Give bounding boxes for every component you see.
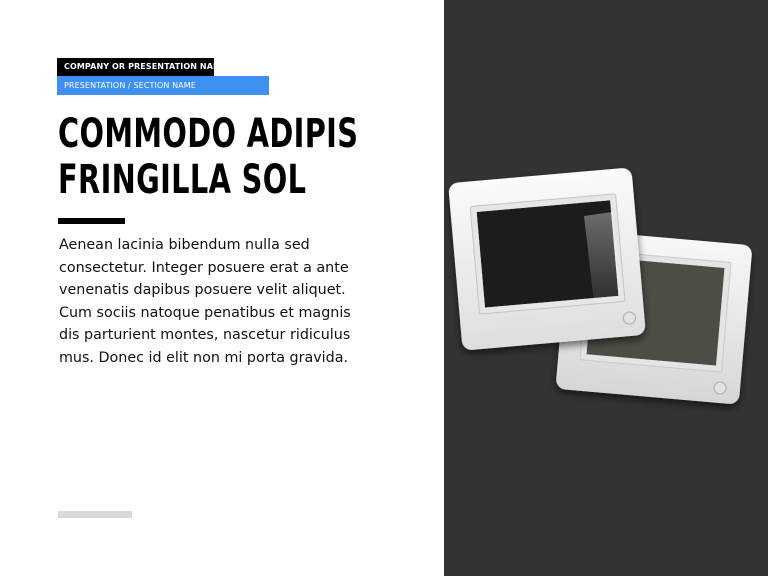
body-line: dis parturient montes, nascetur ridiculus	[59, 327, 351, 344]
slide-title-line-2: FRINGILLA SOL	[58, 157, 307, 203]
slide-title	[58, 111, 359, 203]
company-name-tag: COMPANY OR PRESENTATION NAME	[57, 58, 214, 76]
section-name-tag: PRESENTATION / SECTION NAME	[57, 76, 269, 95]
body-line: consectetur. Integer posuere erat a ante	[59, 259, 349, 276]
title-underline	[58, 218, 125, 224]
body-line: venenatis dapibus posuere velit aliquet.	[59, 282, 346, 299]
body-line: mus. Donec id elit non mi porta gravida.	[59, 349, 349, 366]
slide-title-line-1: COMMODO ADIPIS	[58, 111, 359, 157]
body-paragraph	[59, 234, 399, 370]
photo-slides-icon	[444, 0, 768, 576]
footer-accent-bar	[58, 511, 132, 518]
body-line: Cum sociis natoque penatibus et magnis	[59, 304, 351, 321]
body-line: Aenean lacinia bibendum nulla sed	[59, 237, 310, 253]
